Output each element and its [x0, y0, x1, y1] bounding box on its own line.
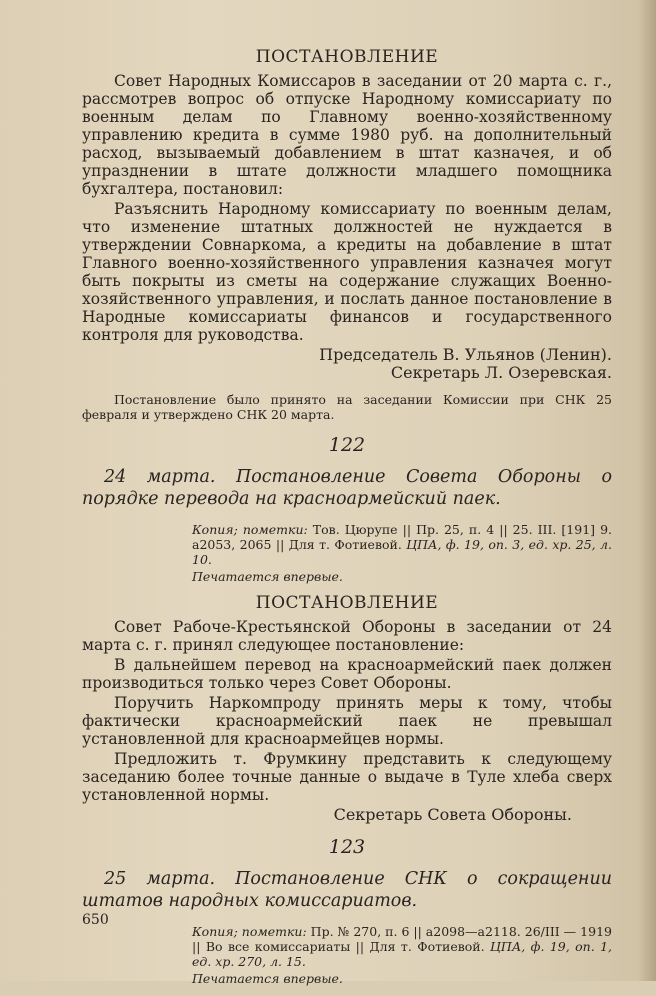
doc123-source	[192, 924, 612, 969]
page-spine-shadow	[638, 0, 656, 981]
doc1-chairman: Председатель В. Ульянов (Ленин).	[319, 345, 612, 364]
doc1-intro: Совет Народных Комиссаров в заседании от 20 марта с. г., рассмотрев вопрос об отпуске Народному комиссариату по военным делам по Главному военно-хозяйственному управлению кредита в сумме 1980 руб. на дополнительный расход, вызываемый добавлением в штат казначея, и об упразднении в штате должности младшего помощника бухгалтера, постановил:	[82, 72, 612, 198]
doc122-paragraph-4: Предложить т. Фрумкину представить к следующему заседанию более точные данные о выдаче в Туле хлеба сверх установленной нормы.	[82, 750, 612, 804]
doc122-heading: ПОСТАНОВЛЕНИЕ	[255, 593, 439, 613]
doc122-printed: Печатается впервые.	[192, 569, 343, 584]
doc123-number: 123	[328, 836, 366, 858]
doc122-paragraph-3: Поручить Наркомпроду принять меры к тому, чтобы фактически красноармейский паек не превышал установленной для красноармейцев нормы.	[82, 694, 612, 748]
doc1-signatures	[82, 346, 612, 382]
doc123-title: 25 марта. Постановление СНК о сокращении штатов народных комиссариатов.	[82, 869, 612, 911]
doc122-archive: ЦПА, ф. 19, оп. 3, ед. хр. 25, л. 10.	[192, 537, 612, 567]
doc123-source-label: Копия; пометки:	[192, 924, 307, 939]
doc123-source-text: Пр. № 270, п. 6 || а2098—а2118. 26/III — 1919 || Во все комиссариаты || Для т. Фотиевой.	[192, 924, 612, 954]
doc1-secretary: Секретарь Л. Озеревская.	[390, 363, 612, 382]
doc1-note: Постановление было принято на заседании Комиссии при СНК 25 февраля и утверждено СНК 20 марта.	[82, 392, 612, 422]
doc1-resolution: Разъяснить Народному комиссариату по военным делам, что изменение штатных должностей не нуждается в утверждении Совнаркома, а кредиты на добавление в штат Главного военно-хозяйственного управления казначея могут быть покрыты из сметы на содержание служащих Военно-хозяйственного управления, и послать данное постановление в Народные комиссариаты финансов и государственного контроля для руководства.	[82, 200, 612, 344]
doc122-title: 24 марта. Постановление Совета Обороны о порядке перевода на красноармейский паек.	[82, 467, 612, 509]
doc122-signature: Секретарь Совета Обороны.	[333, 805, 572, 824]
page-content	[82, 48, 612, 996]
doc122-number: 122	[328, 434, 366, 456]
doc122-source	[192, 522, 612, 567]
doc123-printed: Печатается впервые.	[192, 971, 343, 986]
doc1-heading: ПОСТАНОВЛЕНИЕ	[255, 47, 439, 67]
doc122-paragraph-2: В дальнейшем перевод на красноармейский паек должен производиться только через Совет Обороны.	[82, 656, 612, 692]
doc122-paragraph-1: Совет Рабоче-Крестьянской Обороны в заседании от 24 марта с. г. принял следующее постановление:	[82, 618, 612, 654]
doc123-archive: ЦПА, ф. 19, оп. 1, ед. хр. 270, л. 15.	[192, 939, 613, 969]
page-number: 650	[82, 912, 109, 928]
doc122-source-label: Копия; пометки:	[192, 522, 308, 537]
doc122-source-text: Тов. Цюрупе || Пр. 25, п. 4 || 25. III. [191] 9. а2053, 2065 || Для т. Фотиевой.	[192, 522, 612, 552]
